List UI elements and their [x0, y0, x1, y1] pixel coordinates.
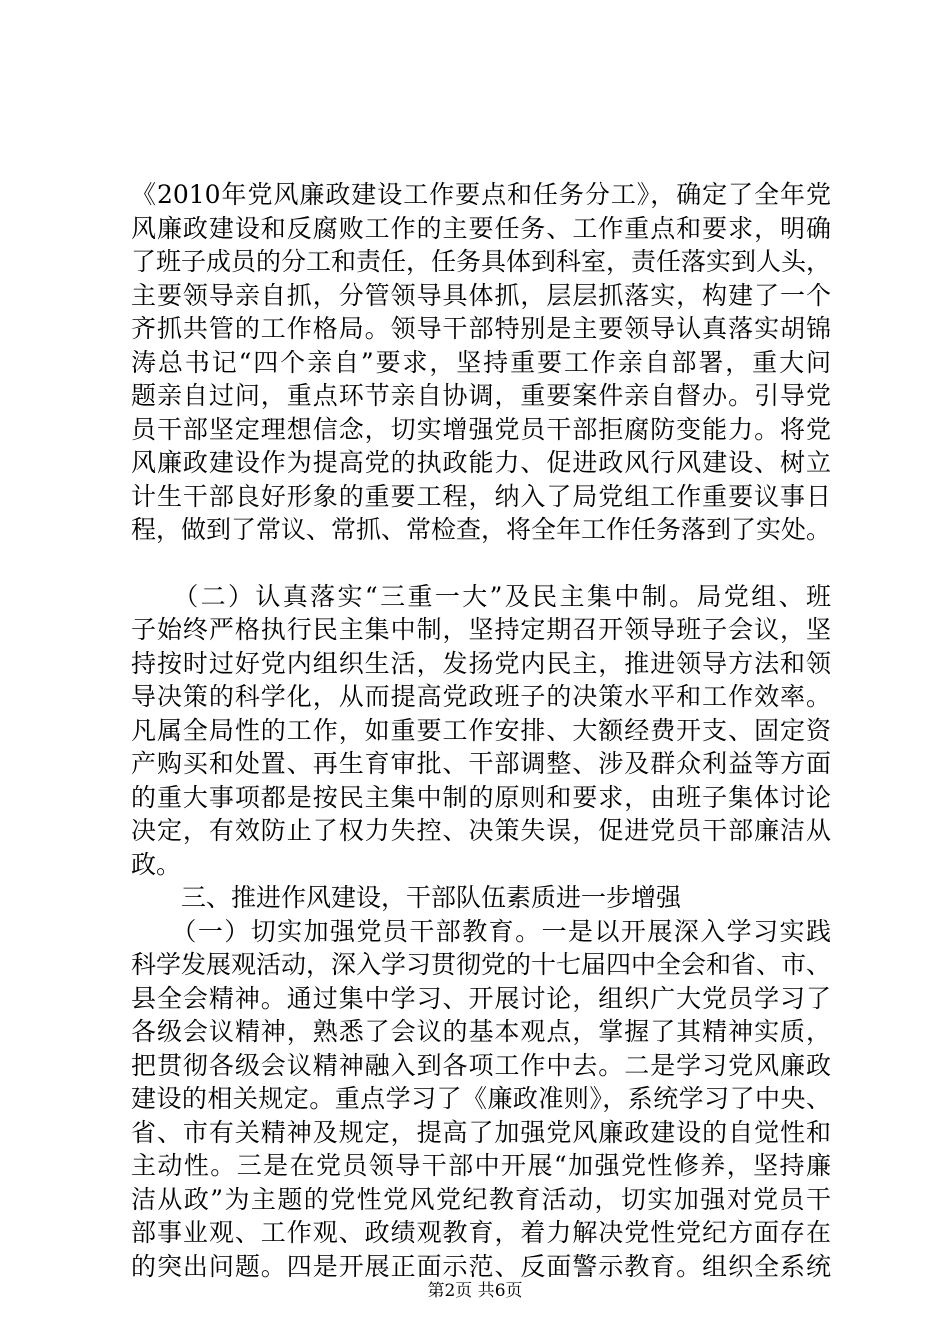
text-line: 省、市有关精神及规定，提高了加强党风廉政建设的自觉性和: [131, 1117, 831, 1147]
text-line: 题亲自过问，重点环节亲自协调，重要案件亲自督办。引导党: [131, 381, 831, 410]
text-line: 部事业观、工作观、政绩观教育，着力解决党性党纪方面存在: [131, 1218, 831, 1247]
text-line: 县全会精神。通过集中学习、开展讨论，组织广大党员学习了: [131, 983, 831, 1013]
text-line: （一）切实加强党员干部教育。一是以开展深入学习实践: [131, 916, 831, 946]
text-line: 的重大事项都是按民主集中制的原则和要求，由班子集体讨论: [131, 782, 831, 812]
text-line: 凡属全局性的工作，如重要工作安排、大额经费开支、固定资: [131, 715, 831, 745]
paragraph-3: [131, 915, 831, 1284]
text-line: 主动性。三是在党员领导干部中开展“加强党性修养，坚持廉: [131, 1151, 831, 1180]
text-line: 风廉政建设和反腐败工作的主要任务、工作重点和要求，明确: [131, 213, 831, 243]
text-line: 子始终严格执行民主集中制，坚持定期召开领导班子会议，坚: [131, 615, 831, 644]
text-line: 齐抓共管的工作格局。领导干部特别是主要领导认真落实胡锦: [131, 314, 831, 343]
text-line: 计生干部良好形象的重要工程，纳入了局党组工作重要议事日: [131, 481, 831, 511]
text-line: （二）认真落实“三重一大”及民主集中制。局党组、班: [131, 581, 831, 611]
text-line: 持按时过好党内组织生活，发扬党内民主，推进领导方法和领: [131, 648, 831, 678]
text-line: 产购买和处置、再生育审批、干部调整、涉及群众利益等方面: [131, 749, 831, 778]
heading-line: 三、推进作风建设，干部队伍素质进一步增强: [131, 883, 682, 912]
text-line: 决定，有效防止了权力失控、决策失误，促进党员干部廉洁从: [131, 816, 831, 845]
text-line: 了班子成员的分工和责任，任务具体到科室，责任落实到人头，: [131, 247, 832, 276]
text-line: 洁从政”为主题的党性党风党纪教育活动，切实加强对党员干: [131, 1184, 831, 1214]
text-line: 的突出问题。四是开展正面示范、反面警示教育。组织全系统: [131, 1251, 831, 1281]
text-line: 科学发展观活动，深入学习贯彻党的十七届四中全会和省、市、: [131, 950, 832, 979]
text-line: 风廉政建设作为提高党的执政能力、促进政风行风建设、树立: [131, 448, 831, 477]
text-line: 政。: [131, 849, 182, 879]
paragraph-spacer: [131, 547, 831, 580]
text-line: 主要领导亲自抓，分管领导具体抓，层层抓落实，构建了一个: [131, 280, 831, 310]
text-line: 涛总书记“四个亲自”要求，坚持重要工作亲自部署，重大问: [131, 347, 831, 377]
section-heading: [131, 881, 831, 915]
paragraph-2: [131, 580, 831, 882]
page-number-footer: 第2页 共6页: [427, 1281, 523, 1301]
text-line: 各级会议精神，熟悉了会议的基本观点，掌握了其精神实质，: [131, 1017, 831, 1046]
text-line: 员干部坚定理想信念，切实增强党员干部拒腐防变能力。将党: [131, 414, 831, 444]
text-line: 程，做到了常议、常抓、常检查，将全年工作任务落到了实处。: [131, 515, 832, 544]
text-line: 《2010年党风廉政建设工作要点和任务分工》，确定了全年党: [131, 180, 831, 209]
body-text: [131, 178, 831, 1283]
paragraph-1: [131, 178, 831, 547]
text-line: 把贯彻各级会议精神融入到各项工作中去。二是学习党风廉政: [131, 1050, 831, 1080]
text-line: 导决策的科学化，从而提高党政班子的决策水平和工作效率。: [131, 682, 831, 711]
text-line: 建设的相关规定。重点学习了《廉政准则》，系统学习了中央、: [131, 1084, 831, 1113]
